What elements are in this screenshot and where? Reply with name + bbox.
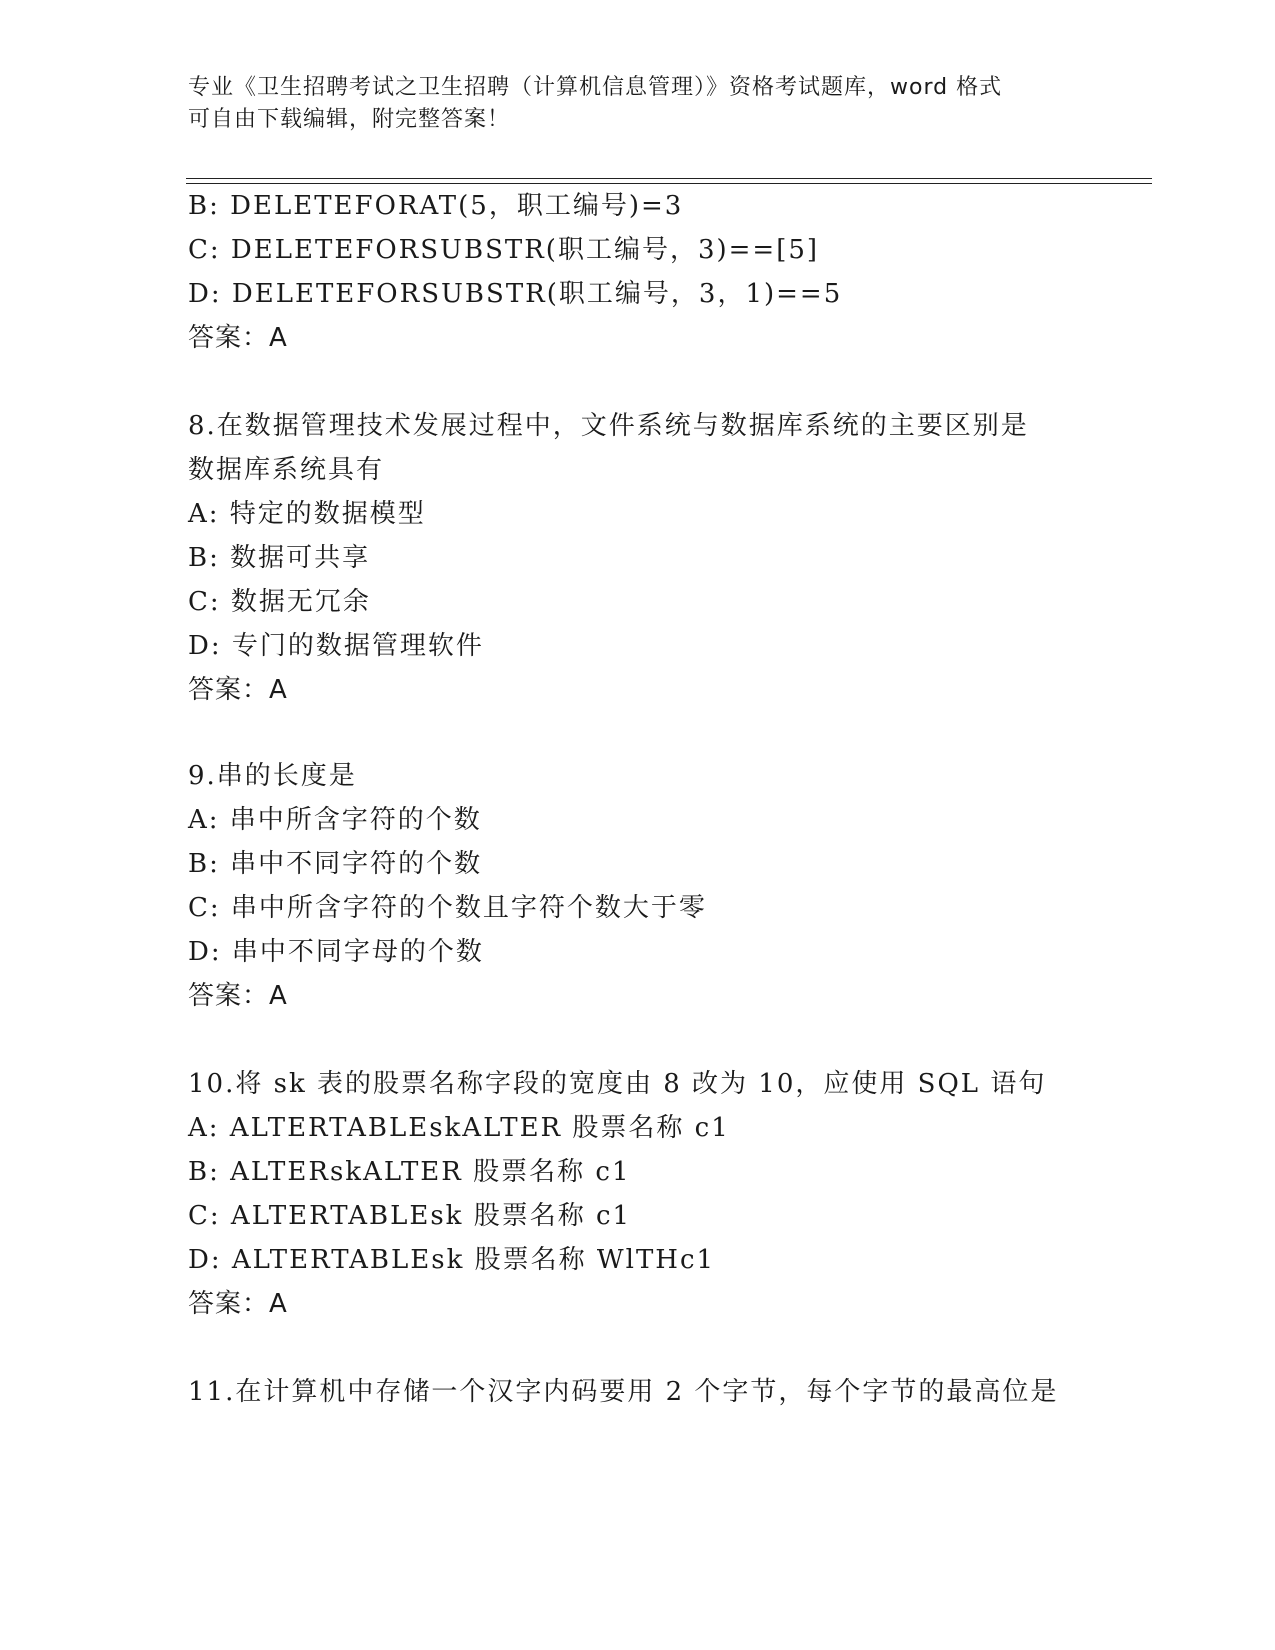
q7-option-b: B: DELETEFORAT(5，职工编号)=3 [188,191,684,221]
q8-option-d: D: 专门的数据管理软件 [188,631,484,661]
q8-option-c: C: 数据无冗余 [188,587,371,617]
q10-answer: 答案：A [188,1289,288,1319]
q9-option-d: D: 串中不同字母的个数 [188,937,484,967]
q10-option-b: B: ALTERskALTER 股票名称 c1 [188,1157,631,1187]
q9-stem: 9.串的长度是 [188,761,357,791]
header-title-line-1: 专业《卫生招聘考试之卫生招聘（计算机信息管理）》资格考试题库，word 格式 [188,75,1003,100]
q10-option-c: C: ALTERTABLEsk 股票名称 c1 [188,1201,632,1231]
q9-option-a: A: 串中所含字符的个数 [188,805,482,835]
q8-stem-line-2: 数据库系统具有 [188,455,385,485]
header-divider-bottom [186,183,1152,184]
q9-answer: 答案：A [188,981,288,1011]
q7-option-d: D: DELETEFORSUBSTR(职工编号，3，1)==5 [188,279,843,309]
q7-option-c: C: DELETEFORSUBSTR(职工编号，3)==[5] [188,235,820,265]
q9-option-b: B: 串中不同字符的个数 [188,849,483,879]
q10-option-a: A: ALTERTABLEskALTER 股票名称 c1 [188,1113,730,1143]
q11-stem: 11.在计算机中存储一个汉字内码要用 2 个字节，每个字节的最高位是 [188,1377,1059,1407]
q10-stem: 10.将 sk 表的股票名称字段的宽度由 8 改为 10，应使用 SQL 语句 [188,1069,1047,1099]
q10-option-d: D: ALTERTABLEsk 股票名称 WlTHc1 [188,1245,716,1275]
q9-option-c: C: 串中所含字符的个数且字符个数大于零 [188,893,707,923]
q7-answer: 答案：A [188,323,288,353]
q8-answer: 答案：A [188,675,288,705]
q8-option-a: A: 特定的数据模型 [188,499,426,529]
document-header [188,72,1088,136]
q8-stem-line-1: 8.在数据管理技术发展过程中，文件系统与数据库系统的主要区别是 [188,411,1029,441]
header-title-line-2: 可自由下载编辑，附完整答案！ [188,107,511,132]
header-divider-top [186,178,1152,179]
q8-option-b: B: 数据可共享 [188,543,371,573]
